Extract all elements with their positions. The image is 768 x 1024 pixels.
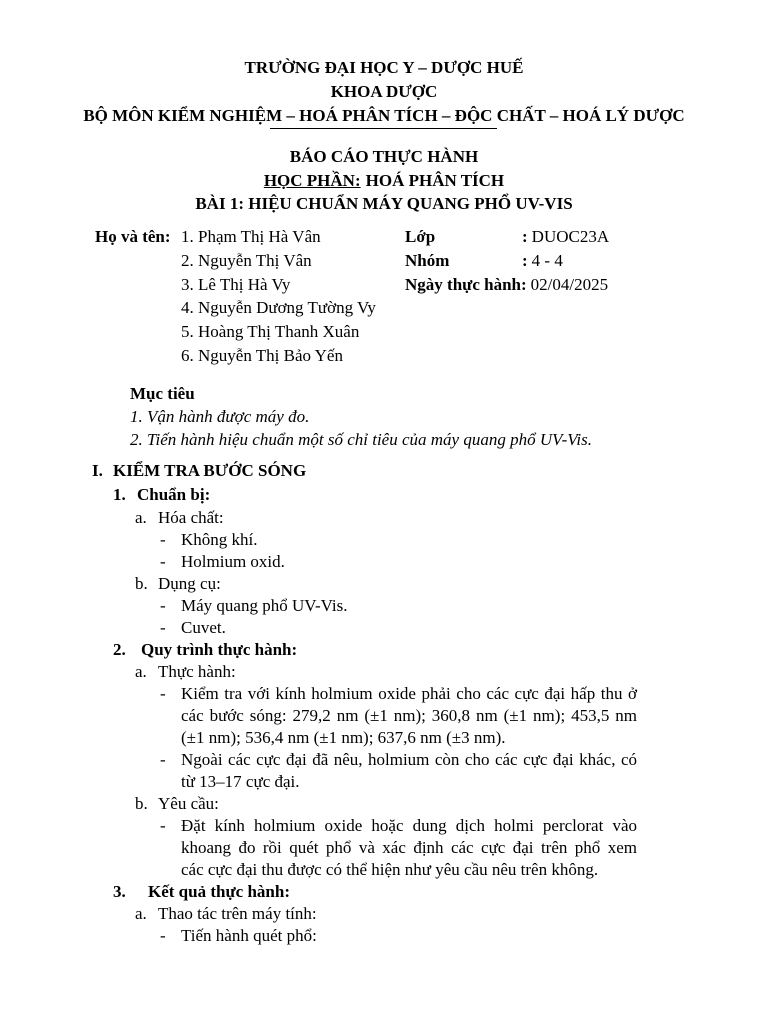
bullet-text-line: (±1 nm); 536,4 nm (±1 nm); 637,6 nm (±3 nm). <box>181 728 506 747</box>
bullet-item <box>0 617 768 639</box>
sub-letter: a. <box>135 904 147 923</box>
bullet-item <box>0 551 768 573</box>
report-title: BÁO CÁO THỰC HÀNH <box>289 147 479 166</box>
bullet-text-line: Ngoài các cực đại đã nêu, holmium còn cho các cực đại khác, có <box>181 750 637 769</box>
faculty-name: KHOA DƯỢC <box>330 82 438 101</box>
bullet-text-line: Tiến hành quét phổ: <box>181 926 317 945</box>
bullet-item <box>0 749 768 793</box>
section-wavelength-check <box>0 459 768 947</box>
section-heading <box>0 459 768 483</box>
lesson-title: BÀI 1: HIỆU CHUẨN MÁY QUANG PHỔ UV-VIS <box>195 194 573 213</box>
sub-title: Hóa chất: <box>158 508 224 527</box>
part-title: Chuẩn bị: <box>137 485 211 504</box>
bullet-dash: - <box>160 552 166 571</box>
course-label: HỌC PHẦN: <box>263 170 361 190</box>
bullet-text-line: Kiểm tra với kính holmium oxide phải cho các cực đại hấp thu ở <box>181 684 637 703</box>
subheading-practice <box>0 661 768 683</box>
sub-letter: a. <box>135 662 147 681</box>
member-name: 3. Lê Thị Hà Vy <box>181 274 291 294</box>
part-heading-procedure <box>0 639 768 661</box>
class-value: DUOC23A <box>531 227 610 246</box>
member-name: 1. Phạm Thị Hà Vân <box>181 227 321 246</box>
bullet-text-line: từ 13–17 cực đại. <box>181 772 300 791</box>
member-name: 2. Nguyễn Thị Vân <box>181 250 312 270</box>
bullet-dash: - <box>160 926 166 945</box>
sub-title: Yêu cầu: <box>158 794 219 813</box>
course-line <box>0 169 768 193</box>
group-value: 4 - 4 <box>531 250 563 270</box>
part-title: Kết quả thực hành: <box>148 882 290 901</box>
bullet-item <box>0 529 768 551</box>
class-label: Lớp <box>405 227 436 246</box>
subheading-chemicals <box>0 507 768 529</box>
subheading-equipment <box>0 573 768 595</box>
member-name: 4. Nguyễn Dương Tường Vy <box>181 298 376 318</box>
bullet-text-line: Holmium oxid. <box>181 552 285 571</box>
bullet-text-line: khoang đo rồi quét phổ và xác định các cực đại trên phổ xem <box>181 838 637 857</box>
bullet-text-line: Đặt kính holmium oxide hoặc dung dịch holmi perclorat vào <box>181 816 637 835</box>
section-number: I. <box>92 461 103 480</box>
member-list <box>181 225 376 368</box>
objective-item: 1. Vận hành được máy đo. <box>130 407 310 426</box>
report-title-block <box>0 145 768 216</box>
class-separator: : <box>522 227 528 246</box>
bullet-dash: - <box>160 684 166 703</box>
class-meta <box>405 225 609 296</box>
subheading-requirements <box>0 793 768 815</box>
date-value: 02/04/2025 <box>530 274 609 294</box>
objectives-heading: Mục tiêu <box>130 384 195 403</box>
bullet-text-line: Cuvet. <box>181 618 226 637</box>
class-row <box>405 225 609 249</box>
university-name: TRƯỜNG ĐẠI HỌC Y – DƯỢC HUẾ <box>244 58 524 77</box>
bullet-text-line: Không khí. <box>181 530 258 549</box>
subheading-computer-operation <box>0 903 768 925</box>
bullet-text-line: các cực đại thu được có thể hiện như yêu cầu nêu trên không. <box>181 860 599 879</box>
date-label: Ngày thực hành: <box>405 274 527 294</box>
department-name: BỘ MÔN KIỂM NGHIỆM – HOÁ PHÂN TÍCH – ĐỘC CHẤT – HOÁ LÝ DƯỢC <box>83 106 685 125</box>
member-name: 5. Hoàng Thị Thanh Xuân <box>181 322 360 342</box>
bullet-item <box>0 925 768 947</box>
part-number: 1. <box>113 485 126 504</box>
bullet-text-line: các bước sóng: 279,2 nm (±1 nm); 360,8 nm (±1 nm); 453,5 nm <box>181 706 637 725</box>
part-number: 2. <box>113 640 126 659</box>
sub-letter: b. <box>135 574 148 593</box>
part-heading-results <box>0 881 768 903</box>
institution-header <box>0 56 768 128</box>
sub-letter: b. <box>135 794 148 813</box>
member-name: 6. Nguyễn Thị Bảo Yến <box>181 345 343 365</box>
objectives <box>130 382 592 451</box>
group-row <box>405 249 609 273</box>
group-label: Nhóm <box>405 250 450 270</box>
bullet-dash: - <box>160 750 166 769</box>
objective-item: 2. Tiến hành hiệu chuẩn một số chỉ tiêu của máy quang phổ UV-Vis. <box>130 430 592 449</box>
part-number: 3. <box>113 882 126 901</box>
sub-title: Thao tác trên máy tính: <box>158 904 317 923</box>
sub-title: Dụng cụ: <box>158 574 221 593</box>
sub-letter: a. <box>135 508 147 527</box>
group-separator: : <box>522 250 528 270</box>
bullet-item <box>0 595 768 617</box>
bullet-item <box>0 815 768 881</box>
bullet-item <box>0 683 768 749</box>
bullet-dash: - <box>160 816 166 835</box>
header-rule <box>270 128 497 129</box>
date-row <box>405 273 609 297</box>
bullet-text-line: Máy quang phổ UV-Vis. <box>181 596 348 615</box>
part-title: Quy trình thực hành: <box>141 640 298 659</box>
part-heading-preparation <box>0 483 768 507</box>
course-name: HOÁ PHÂN TÍCH <box>365 170 505 190</box>
bullet-dash: - <box>160 530 166 549</box>
members-label: Họ và tên: <box>95 227 171 246</box>
sub-title: Thực hành: <box>158 662 236 681</box>
section-title: KIỂM TRA BƯỚC SÓNG <box>113 461 307 480</box>
bullet-dash: - <box>160 618 166 637</box>
bullet-dash: - <box>160 596 166 615</box>
